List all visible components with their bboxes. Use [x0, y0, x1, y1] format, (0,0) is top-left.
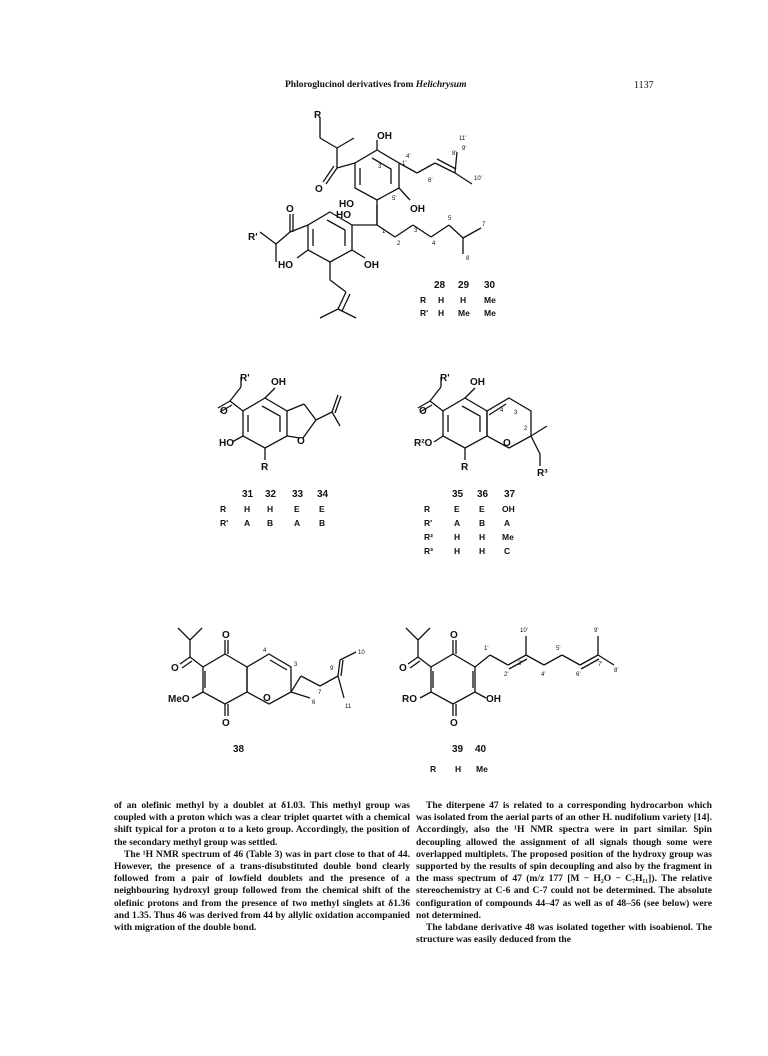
svg-text:32: 32 [265, 489, 277, 500]
r1-label-left: R' [248, 232, 258, 243]
svg-text:H: H [460, 295, 467, 305]
svg-text:Me: Me [484, 295, 496, 305]
svg-text:7: 7 [482, 222, 486, 228]
quinone-o-bottom-39: O [450, 718, 458, 729]
svg-text:A: A [454, 518, 461, 528]
text-column-left [114, 800, 410, 934]
oh-label-35: OH [470, 377, 485, 388]
svg-text:H: H [267, 504, 274, 514]
page-number: 1137 [634, 80, 654, 91]
paragraph: The diterpene 47 is related to a corresponding hydrocarbon which was isolated from the aerial parts of an other H. nudifolium variety [14]. Accordingly, also the ¹H NMR spectra were in part similar. Spin decoupling allowed the assignment of all signals though some were overlapped multiplets. The proposed position of the hydroxy group was supported by the results of spin decoupling and also by the fragment in the mass spectrum of 47 (m/z 177 [M − H₂O − C₇H₁₁]). The relative stereochemistry at C-6 and C-7 could not be determined. The absolute configuration of compounds 44–47 as well as of 48–56 (see below) were not determined. [416, 800, 712, 921]
svg-text:29: 29 [458, 280, 470, 291]
svg-text:R: R [420, 295, 427, 305]
svg-text:H: H [454, 546, 461, 556]
svg-text:R': R' [220, 518, 229, 528]
svg-text:34: 34 [317, 489, 329, 500]
svg-text:1: 1 [382, 229, 386, 235]
svg-text:A: A [294, 518, 301, 528]
svg-text:3: 3 [514, 410, 518, 416]
svg-text:6': 6' [428, 178, 433, 184]
svg-text:Me: Me [484, 308, 496, 318]
svg-text:4: 4 [263, 648, 267, 654]
svg-text:Me: Me [502, 532, 514, 542]
paragraph: The ¹H NMR spectrum of 46 (Table 3) was in part close to that of 44. However, the presence of a trans-disubstituted double bond clearly followed from a pair of lowfield doublets and the presence of a neighbouring hydroxyl group followed from the chemical shift of the olefinic protons and from the presence of two methyl singlets at δ1.36 and 1.35. Thus 46 was derived from 44 by allylic oxidation accompanied with migration of the double bond. [114, 848, 410, 934]
r-label-31: R [261, 462, 269, 473]
svg-text:4': 4' [541, 672, 546, 678]
svg-text:6': 6' [576, 672, 581, 678]
r2o-label-35: R²O [414, 438, 433, 449]
svg-text:8': 8' [614, 668, 619, 674]
svg-text:30: 30 [484, 280, 496, 291]
svg-text:39: 39 [452, 744, 464, 755]
structure-28-30 [248, 110, 496, 318]
svg-text:H: H [244, 504, 251, 514]
svg-text:3': 3' [518, 661, 523, 667]
svg-text:5: 5 [448, 216, 452, 222]
svg-text:R³: R³ [424, 546, 433, 556]
svg-text:9': 9' [594, 628, 599, 634]
oh-label-31: OH [271, 377, 286, 388]
svg-text:E: E [319, 504, 325, 514]
svg-text:38: 38 [233, 744, 245, 755]
running-title-genus: Helichrysum [415, 80, 467, 90]
svg-text:7: 7 [318, 690, 322, 696]
oh-label-top: OH [377, 131, 392, 142]
svg-text:37: 37 [504, 489, 516, 500]
r1-label-31: R' [240, 373, 250, 384]
svg-text:10': 10' [474, 176, 482, 182]
svg-text:35: 35 [452, 489, 464, 500]
text-column-right [416, 800, 712, 946]
svg-text:R': R' [424, 518, 433, 528]
svg-text:H: H [479, 532, 486, 542]
svg-text:2: 2 [524, 426, 528, 432]
structure-31-34 [218, 373, 341, 528]
keto-o-label-1: O [315, 184, 323, 195]
keto-o-label-31: O [220, 406, 228, 417]
svg-text:3': 3' [378, 164, 383, 170]
svg-text:7': 7' [598, 662, 603, 668]
svg-text:31: 31 [242, 489, 254, 500]
svg-text:B: B [267, 518, 274, 528]
svg-text:28: 28 [434, 280, 446, 291]
quinone-ring-38 [203, 654, 247, 704]
pyran-o-label-38: O [263, 693, 271, 704]
keto-o-label-38: O [171, 663, 179, 674]
svg-text:4: 4 [500, 408, 504, 414]
svg-text:OH: OH [502, 504, 515, 514]
quinone-o-bottom-38: O [222, 718, 230, 729]
svg-text:B: B [319, 518, 326, 528]
structure-35-37 [414, 373, 548, 556]
svg-text:33: 33 [292, 489, 304, 500]
svg-text:H: H [438, 295, 445, 305]
svg-text:A: A [504, 518, 511, 528]
svg-text:6: 6 [312, 700, 316, 706]
svg-text:40: 40 [475, 744, 487, 755]
upper-aromatic-ring [355, 150, 399, 200]
ho-label-31: HO [219, 438, 234, 449]
ho-label-bottom: HO [278, 260, 293, 271]
oh-label-39: OH [486, 694, 501, 705]
quinone-o-top-39: O [450, 630, 458, 641]
paragraph: of an olefinic methyl by a doublet at δ1.03. This methyl group was coupled with a proton which was a clear triplet quartet with a chemical shift typical for a proton α to a keto group. Accordingly, the position of the secondary methyl group was settled. [114, 800, 410, 848]
r-label-35: R [461, 462, 469, 473]
ho-label-mid: HO [339, 199, 354, 210]
svg-text:R²: R² [424, 532, 433, 542]
oh-label-bottom: OH [364, 260, 379, 271]
svg-text:36: 36 [477, 489, 489, 500]
quinone-ring-39 [431, 654, 475, 704]
svg-text:5': 5' [392, 196, 397, 202]
svg-text:Me: Me [458, 308, 470, 318]
structure-39-40 [399, 628, 618, 774]
svg-text:10: 10 [358, 650, 365, 656]
svg-text:11: 11 [345, 704, 352, 710]
svg-text:H: H [479, 546, 486, 556]
keto-o-label-39: O [399, 663, 407, 674]
svg-text:8: 8 [466, 256, 470, 262]
svg-text:Me: Me [476, 764, 488, 774]
r1-label-35: R' [440, 373, 450, 384]
svg-text:11': 11' [459, 136, 467, 142]
svg-text:10': 10' [520, 628, 528, 634]
furan-o-label: O [297, 436, 305, 447]
svg-text:E: E [479, 504, 485, 514]
svg-text:2: 2 [397, 241, 401, 247]
svg-text:C: C [504, 546, 511, 556]
svg-text:E: E [454, 504, 460, 514]
svg-text:4: 4 [432, 241, 436, 247]
paragraph: The labdane derivative 48 was isolated together with isoabienol. The structure was easily deduced from the [416, 922, 712, 946]
svg-text:2': 2' [504, 672, 509, 678]
svg-text:A: A [244, 518, 251, 528]
r3-label-35: R³ [537, 468, 548, 479]
svg-text:R: R [430, 764, 437, 774]
svg-text:1': 1' [402, 161, 407, 167]
svg-text:3: 3 [414, 228, 418, 234]
svg-text:R': R' [420, 308, 429, 318]
oh-label-right: OH [410, 204, 425, 215]
svg-text:H: H [454, 532, 461, 542]
svg-text:9': 9' [462, 146, 467, 152]
ro-label-39: RO [402, 694, 417, 705]
r-label-top: R [314, 110, 322, 121]
keto-o-label-35: O [419, 406, 427, 417]
svg-text:1': 1' [484, 646, 489, 652]
svg-text:3: 3 [294, 662, 298, 668]
quinone-o-top-38: O [222, 630, 230, 641]
svg-text:H: H [455, 764, 462, 774]
svg-text:R: R [424, 504, 431, 514]
svg-text:B: B [479, 518, 486, 528]
meo-label-38: MeO [168, 694, 190, 705]
svg-text:E: E [294, 504, 300, 514]
svg-text:8': 8' [452, 151, 457, 157]
svg-text:9: 9 [330, 666, 334, 672]
structure-38 [168, 628, 365, 755]
running-title: Phloroglucinol derivatives from Helichrysum [285, 80, 467, 90]
keto-o-label-2: O [286, 204, 294, 215]
svg-text:R: R [220, 504, 227, 514]
pyran-o-label: O [503, 438, 511, 449]
svg-text:H: H [438, 308, 445, 318]
ho-label-2: HO [336, 210, 351, 221]
svg-text:5': 5' [556, 646, 561, 652]
svg-text:4': 4' [406, 154, 411, 160]
